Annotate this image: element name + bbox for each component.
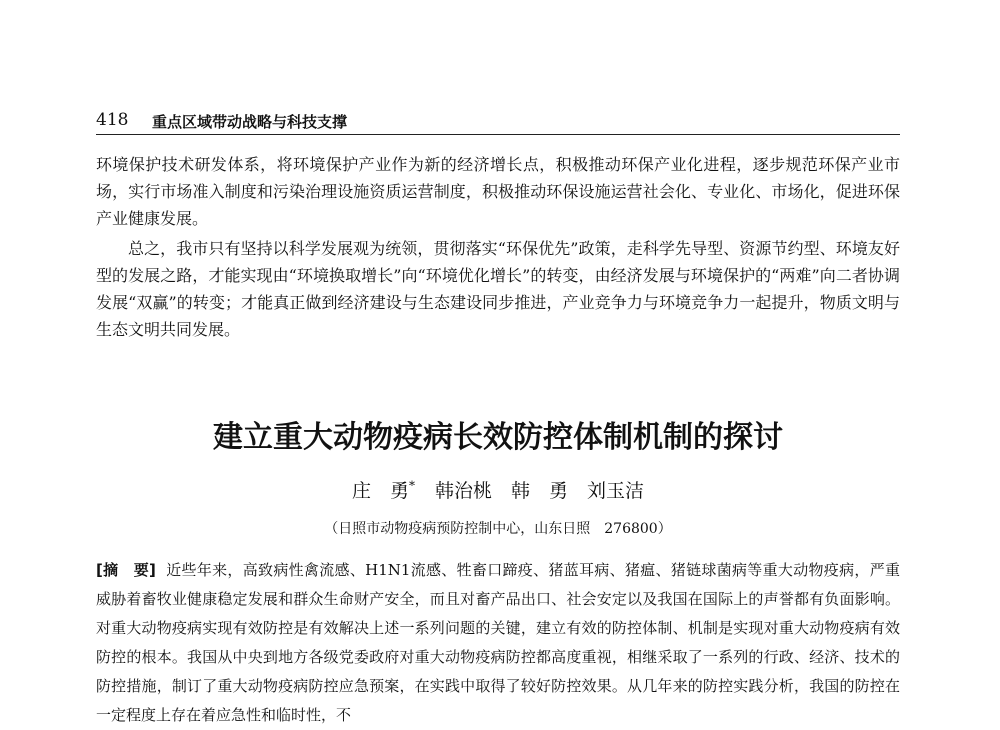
co-authors: 韩治桃 韩 勇 刘玉洁 [435, 480, 645, 502]
body-paragraph-2: 总之，我市只有坚持以科学发展观为统领，贯彻落实“环保优先”政策，走科学先导型、资源节约型、环境友好型的发展之路，才能实现由“环境换取增长”向“环境优化增长”的转变，由经济发展与环境保护的“两难”向二者协调发展“双赢”的转变；才能真正做到经济建设与生态建设同步推进，产业竞争力与环境竞争力一起提升，物质文明与生态文明共同发展。 [96, 239, 900, 339]
body-paragraph-1: 环境保护技术研发体系，将环境保护产业作为新的经济增长点，积极推动环保产业化进程，逐步规范环保产业市场，实行市场准入制度和污染治理设施资质运营制度，积极推动环保设施运营社会化、专业化、市场化，促进环保产业健康发展。 [96, 155, 900, 228]
first-author: 庄 勇 [351, 480, 409, 502]
page-header [96, 108, 900, 135]
affiliation: （日照市动物疫病预防控制中心，山东日照 276800） [324, 521, 672, 537]
page-number: 418 [96, 110, 129, 130]
abstract-text: 近些年来，高致病性禽流感、H1N1流感、牲畜口蹄疫、猪蓝耳病、猪瘟、猪链球菌病等重大动物疫病，严重威胁着畜牧业健康稳定发展和群众生命财产安全，而且对畜产品出口、社会安定以及我国在国际上的声誉都有负面影响。对重大动物疫病实现有效防控是有效解决上述一系列问题的关键，建立有效的防控体制、机制是实现对重大动物疫病有效防控的根本。我国从中央到地方各级党委政府对重大动物疫病防控都高度重视，相继采取了一系列的行政、经济、技术的防控措施，制订了重大动物疫病防控应急预案，在实践中取得了较好防控效果。从几年来的防控实践分析，我国的防控在一定程度上存在着应急性和临时性，不 [96, 561, 900, 724]
author-footnote-mark: * [408, 478, 415, 493]
abstract [96, 556, 900, 730]
article-title: 建立重大动物疫病长效防控体制机制的探讨 [213, 420, 783, 455]
author-line [96, 476, 900, 503]
abstract-label: [摘 要] [96, 561, 156, 579]
running-title: 重点区域带动战略与科技支撑 [152, 113, 348, 131]
